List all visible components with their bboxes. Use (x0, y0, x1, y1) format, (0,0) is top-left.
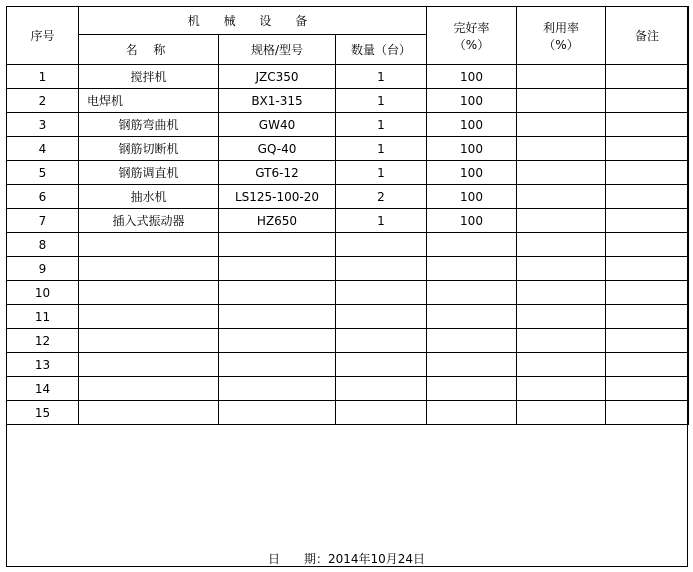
cell-spec (219, 329, 336, 353)
cell-no: 11 (7, 305, 79, 329)
cell-good-rate (427, 401, 517, 425)
cell-qty (336, 353, 427, 377)
cell-no: 10 (7, 281, 79, 305)
header-use-rate-unit: （%） (543, 37, 579, 52)
cell-qty: 1 (336, 89, 427, 113)
cell-remark (606, 185, 689, 209)
cell-name (79, 329, 219, 353)
cell-spec (219, 353, 336, 377)
cell-no: 1 (7, 65, 79, 89)
cell-no: 12 (7, 329, 79, 353)
cell-use-rate (517, 305, 606, 329)
cell-spec: LS125-100-20 (219, 185, 336, 209)
footer-date (0, 550, 693, 567)
cell-good-rate (427, 305, 517, 329)
cell-no: 3 (7, 113, 79, 137)
cell-name: 搅拌机 (79, 65, 219, 89)
cell-remark (606, 353, 689, 377)
header-name: 名 称 (79, 35, 219, 65)
cell-good-rate (427, 281, 517, 305)
cell-name (79, 401, 219, 425)
cell-remark (606, 161, 689, 185)
cell-no: 13 (7, 353, 79, 377)
cell-name (79, 257, 219, 281)
cell-remark (606, 305, 689, 329)
cell-qty: 1 (336, 113, 427, 137)
cell-remark (606, 113, 689, 137)
header-use-rate (517, 7, 606, 65)
cell-no: 9 (7, 257, 79, 281)
cell-remark (606, 257, 689, 281)
cell-qty: 1 (336, 209, 427, 233)
cell-no: 6 (7, 185, 79, 209)
cell-remark (606, 233, 689, 257)
header-good-rate-label: 完好率 (453, 20, 490, 35)
cell-name: 抽水机 (79, 185, 219, 209)
cell-remark (606, 401, 689, 425)
cell-spec (219, 257, 336, 281)
cell-good-rate: 100 (427, 137, 517, 161)
cell-qty: 1 (336, 65, 427, 89)
cell-use-rate (517, 377, 606, 401)
table-row (7, 305, 689, 329)
cell-good-rate (427, 353, 517, 377)
cell-no: 5 (7, 161, 79, 185)
cell-qty (336, 401, 427, 425)
header-remark: 备注 (606, 7, 689, 65)
cell-qty: 1 (336, 161, 427, 185)
cell-no: 8 (7, 233, 79, 257)
table-row (7, 161, 689, 185)
cell-good-rate: 100 (427, 113, 517, 137)
cell-name: 插入式振动器 (79, 209, 219, 233)
table-row (7, 353, 689, 377)
cell-use-rate (517, 185, 606, 209)
header-use-rate-label: 利用率 (542, 20, 579, 35)
table-row (7, 377, 689, 401)
cell-name (79, 377, 219, 401)
cell-spec (219, 305, 336, 329)
cell-no: 15 (7, 401, 79, 425)
header-seq: 序号 (7, 7, 79, 65)
cell-use-rate (517, 353, 606, 377)
cell-spec: GW40 (219, 113, 336, 137)
cell-good-rate (427, 329, 517, 353)
cell-name (79, 281, 219, 305)
equipment-table (6, 6, 689, 425)
cell-qty: 1 (336, 137, 427, 161)
cell-spec: HZ650 (219, 209, 336, 233)
cell-qty (336, 329, 427, 353)
cell-use-rate (517, 401, 606, 425)
table-row (7, 233, 689, 257)
cell-name: 电焊机 (79, 89, 219, 113)
cell-use-rate (517, 113, 606, 137)
cell-remark (606, 281, 689, 305)
cell-good-rate: 100 (427, 185, 517, 209)
table-row (7, 113, 689, 137)
cell-spec (219, 281, 336, 305)
cell-qty (336, 233, 427, 257)
cell-no: 2 (7, 89, 79, 113)
table-row (7, 329, 689, 353)
cell-remark (606, 65, 689, 89)
cell-spec: GT6-12 (219, 161, 336, 185)
cell-name (79, 305, 219, 329)
cell-remark (606, 377, 689, 401)
cell-good-rate: 100 (427, 161, 517, 185)
header-good-rate (427, 7, 517, 65)
cell-use-rate (517, 209, 606, 233)
cell-qty (336, 281, 427, 305)
cell-good-rate (427, 233, 517, 257)
cell-spec: BX1-315 (219, 89, 336, 113)
cell-good-rate: 100 (427, 65, 517, 89)
cell-use-rate (517, 233, 606, 257)
cell-no: 14 (7, 377, 79, 401)
cell-spec (219, 233, 336, 257)
cell-qty (336, 377, 427, 401)
table-row (7, 65, 689, 89)
cell-qty: 2 (336, 185, 427, 209)
cell-good-rate (427, 377, 517, 401)
table-row (7, 401, 689, 425)
cell-use-rate (517, 89, 606, 113)
cell-good-rate (427, 257, 517, 281)
header-qty: 数量（台） (336, 35, 427, 65)
cell-qty (336, 305, 427, 329)
header-good-rate-unit: （%） (453, 37, 490, 52)
cell-no: 7 (7, 209, 79, 233)
cell-good-rate: 100 (427, 209, 517, 233)
cell-name (79, 233, 219, 257)
cell-spec: GQ-40 (219, 137, 336, 161)
cell-use-rate (517, 281, 606, 305)
cell-name: 钢筋弯曲机 (79, 113, 219, 137)
table-row (7, 257, 689, 281)
cell-name (79, 353, 219, 377)
cell-good-rate: 100 (427, 89, 517, 113)
cell-name: 钢筋调直机 (79, 161, 219, 185)
table-row (7, 185, 689, 209)
table-row (7, 209, 689, 233)
cell-use-rate (517, 257, 606, 281)
cell-remark (606, 137, 689, 161)
cell-qty (336, 257, 427, 281)
cell-use-rate (517, 329, 606, 353)
cell-spec (219, 377, 336, 401)
table-row (7, 137, 689, 161)
cell-remark (606, 209, 689, 233)
date-value: 2014年10月24日 (327, 552, 426, 566)
date-label: 日 期： (267, 552, 328, 566)
cell-name: 钢筋切断机 (79, 137, 219, 161)
header-equipment: 机 械 设 备 (79, 7, 427, 35)
cell-use-rate (517, 65, 606, 89)
cell-spec: JZC350 (219, 65, 336, 89)
cell-use-rate (517, 161, 606, 185)
cell-spec (219, 401, 336, 425)
table-row (7, 89, 689, 113)
cell-remark (606, 89, 689, 113)
header-spec: 规格/型号 (219, 35, 336, 65)
cell-remark (606, 329, 689, 353)
cell-use-rate (517, 137, 606, 161)
cell-no: 4 (7, 137, 79, 161)
table-row (7, 281, 689, 305)
